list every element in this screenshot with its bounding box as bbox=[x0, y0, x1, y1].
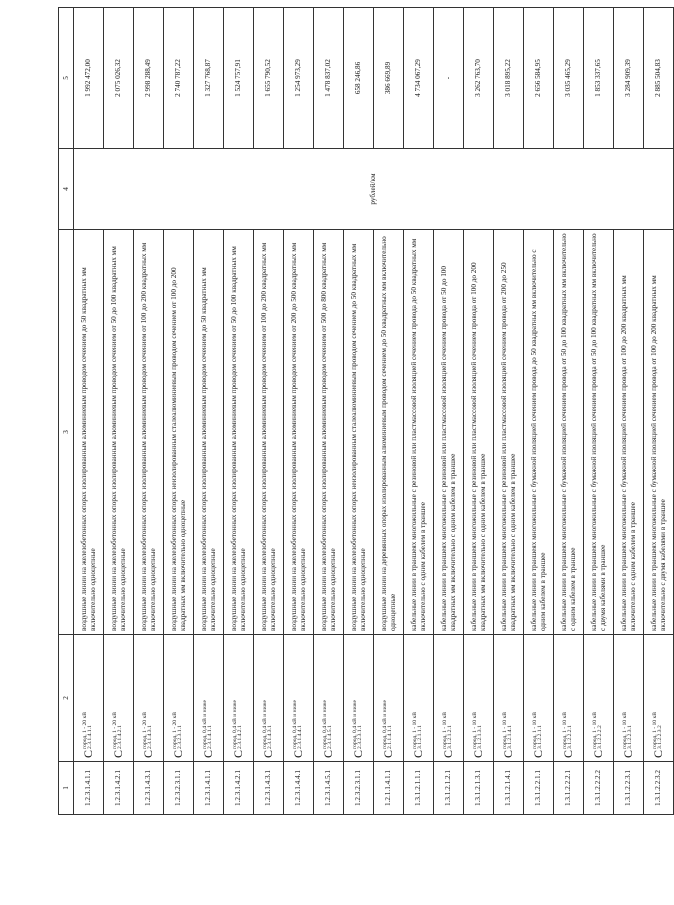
formula-c-letter: C bbox=[471, 749, 486, 758]
table-row bbox=[554, 8, 584, 815]
formula-superscript: город, 1 - 10 кВ bbox=[621, 712, 628, 749]
value-text: 2 998 288,49 bbox=[144, 59, 153, 97]
formula-subscript: 3.1.2.2.3.1 bbox=[627, 725, 634, 749]
formula-subscript: 2.3.1.4.3.1 bbox=[147, 725, 154, 749]
rate-formula bbox=[374, 635, 404, 762]
formula-superscript: город, 0,4 кВ и ниже bbox=[321, 700, 328, 749]
row-value bbox=[434, 8, 464, 149]
formula-symbol bbox=[202, 700, 214, 758]
row-value bbox=[494, 8, 524, 149]
value-text: 3 018 895,22 bbox=[504, 59, 513, 97]
row-description: воздушные линии на железобетонных опорах неизолированным сталеалюминиевым проводом сечением до 50 квадратных мм включительно одноцепные bbox=[344, 230, 374, 635]
value-text: 386 669,89 bbox=[384, 61, 393, 95]
formula-subscript: 3.1.2.1.4.1 bbox=[507, 725, 514, 749]
formula-superscript: город, 1 - 10 кВ bbox=[501, 712, 508, 749]
unit-cell: рублей/км bbox=[74, 149, 674, 230]
row-description: кабельные линии в траншеях многожильные с резиновой или пластмассовой изоляцией сечением провода от 100 до 200 квадратных мм включительно с одним кабелем в траншее bbox=[464, 230, 494, 635]
table-row bbox=[614, 8, 644, 815]
formula-subscript: 3.1.2.2.1.1 bbox=[537, 725, 544, 749]
formula-subscript: 3.1.2.2.3.2 bbox=[657, 725, 664, 749]
rate-formula bbox=[584, 635, 614, 762]
table-row bbox=[644, 8, 674, 815]
rate-formula bbox=[614, 635, 644, 762]
formula-c-letter: C bbox=[381, 749, 396, 758]
tariff-table-body bbox=[59, 8, 674, 815]
table-row bbox=[464, 8, 494, 815]
row-number: 1.2.3.1.4.2.1 bbox=[104, 762, 134, 815]
row-value bbox=[254, 8, 284, 149]
value-text: 1 524 757,91 bbox=[234, 59, 243, 97]
rate-formula bbox=[494, 635, 524, 762]
table-row bbox=[434, 8, 464, 815]
formula-c-letter: C bbox=[501, 749, 516, 758]
row-number: 1.2.3.1.4.1.1 bbox=[194, 762, 224, 815]
formula-c-letter: C bbox=[561, 749, 576, 758]
formula-superscript: город, 0,4 кВ и ниже bbox=[261, 700, 268, 749]
formula-symbol bbox=[532, 712, 544, 758]
formula-subscript: 2.3.2.3.1.1 bbox=[357, 725, 364, 749]
row-description: кабельные линии в траншеях многожильные с резиновой или пластмассовой изоляцией сечением провода от 50 до 100 квадратных мм включительно с одним кабелем в траншее bbox=[434, 230, 464, 635]
formula-c-letter: C bbox=[201, 749, 216, 758]
header-col-2: 2 bbox=[59, 635, 74, 762]
formula-subscript: 2.3.1.4.1.1 bbox=[207, 725, 214, 749]
row-number: 1.3.1.2.1.4.1 bbox=[494, 762, 524, 815]
formula-subscript: 2.1.1.4.1.1 bbox=[387, 725, 394, 749]
formula-symbol bbox=[622, 712, 634, 758]
value-text: 1 655 790,52 bbox=[264, 59, 273, 97]
row-description: кабельные линии в траншеях многожильные с резиновой или пластмассовой изоляцией сечением провода от 200 до 250 квадратных мм включительно с одним кабелем в траншее bbox=[494, 230, 524, 635]
row-number: 1.3.1.2.2.2.2 bbox=[584, 762, 614, 815]
row-value bbox=[164, 8, 194, 149]
formula-symbol bbox=[352, 700, 364, 758]
value-text: 1 254 973,29 bbox=[294, 59, 303, 97]
row-description: кабельные линии в траншеях многожильные с бумажной изоляцией сечением провода от 100 до 200 квадратных мм включительно с двумя кабелями в траншее bbox=[644, 230, 674, 635]
table-row bbox=[314, 8, 344, 815]
formula-symbol bbox=[652, 712, 664, 758]
formula-subscript: 2.3.1.4.1.1 bbox=[87, 725, 94, 749]
formula-c-letter: C bbox=[171, 749, 186, 758]
row-number: 1.2.3.1.4.2.1 bbox=[224, 762, 254, 815]
header-col-4: 4 bbox=[59, 149, 74, 230]
formula-subscript: 3.1.2.1.2.1 bbox=[447, 725, 454, 749]
row-description: воздушные линии на железобетонных опорах изолированным алюминиевым проводом сечением до 50 квадратных мм включительно одноцепные bbox=[74, 230, 104, 635]
formula-superscript: город, 0,4 кВ и ниже bbox=[291, 700, 298, 749]
row-number: 1.2.3.1.4.5.1 bbox=[314, 762, 344, 815]
formula-subscript: 3.1.2.1.1.1 bbox=[417, 725, 424, 749]
formula-indices bbox=[443, 712, 455, 749]
formula-superscript: город, 1 - 10 кВ bbox=[441, 712, 448, 749]
row-number: 1.3.1.2.2.3.2 bbox=[644, 762, 674, 815]
formula-c-letter: C bbox=[291, 749, 306, 758]
formula-symbol bbox=[592, 712, 604, 758]
row-value bbox=[374, 8, 404, 149]
formula-c-letter: C bbox=[261, 749, 276, 758]
formula-c-letter: C bbox=[141, 749, 156, 758]
row-description: воздушные линии на железобетонных опорах изолированным алюминиевым проводом сечением от 50 до 100 квадратных мм включительно одноцепные bbox=[104, 230, 134, 635]
formula-subscript: 2.3.1.4.2.1 bbox=[117, 725, 124, 749]
row-description: кабельные линии в траншеях многожильные с бумажной изоляцией сечением провода от 50 до 100 квадратных мм включительно с одним кабелем в траншее bbox=[554, 230, 584, 635]
formula-indices bbox=[293, 700, 305, 749]
formula-superscript: город, 1 - 10 кВ bbox=[651, 712, 658, 749]
row-description: кабельные линии в траншеях многожильные с резиновой или пластмассовой изоляцией сечением провода до 50 квадратных мм включительно с одним кабелем в траншее bbox=[404, 230, 434, 635]
formula-symbol bbox=[562, 712, 574, 758]
formula-superscript: город, 1 - 10 кВ bbox=[561, 712, 568, 749]
row-value bbox=[74, 8, 104, 149]
header-row bbox=[59, 8, 74, 815]
rate-formula bbox=[164, 635, 194, 762]
table-row bbox=[584, 8, 614, 815]
value-text: 3 035 465,29 bbox=[564, 59, 573, 97]
rate-formula bbox=[434, 635, 464, 762]
formula-symbol bbox=[322, 700, 334, 758]
row-number: 1.3.1.2.1.3.1 bbox=[464, 762, 494, 815]
row-number: 1.3.1.2.2.2.1 bbox=[554, 762, 584, 815]
row-description: воздушные линии на железобетонных опорах изолированным алюминиевым проводом сечением от 200 до 500 квадратных мм включительно одноцепные bbox=[284, 230, 314, 635]
row-description: воздушные линии на железобетонных опорах изолированным алюминиевым проводом сечением до 50 квадратных мм включительно одноцепные bbox=[194, 230, 224, 635]
table-row bbox=[134, 8, 164, 815]
row-description: кабельные линии в траншеях многожильные с бумажной изоляцией сечением провода от 100 до 200 квадратных мм включительно с одним кабелем в траншее bbox=[614, 230, 644, 635]
formula-indices bbox=[143, 712, 155, 749]
value-text: 1 992 472,00 bbox=[84, 59, 93, 97]
row-number: 1.2.3.2.3.1.1 bbox=[344, 762, 374, 815]
formula-c-letter: C bbox=[651, 749, 666, 758]
rate-formula bbox=[194, 635, 224, 762]
row-value bbox=[614, 8, 644, 149]
row-number: 1.2.3.1.4.4.1 bbox=[284, 762, 314, 815]
formula-symbol bbox=[112, 712, 124, 758]
row-description: воздушные линии на железобетонных опорах изолированным алюминиевым проводом сечением от 100 до 200 квадратных мм включительно одноцепные bbox=[134, 230, 164, 635]
value-text: 2 075 026,32 bbox=[114, 59, 123, 97]
row-value bbox=[134, 8, 164, 149]
formula-indices bbox=[323, 700, 335, 749]
row-description: воздушные линии на деревянных опорах изолированным алюминиевым проводом сечением до 50 квадратных мм включительно одноцепные bbox=[374, 230, 404, 635]
row-number: 1.2.1.1.4.1.1 bbox=[374, 762, 404, 815]
formula-indices bbox=[263, 700, 275, 749]
row-number: 1.2.3.1.4.1.1 bbox=[74, 762, 104, 815]
formula-superscript: город, 1 - 10 кВ bbox=[531, 712, 538, 749]
formula-subscript: 3.1.2.2.2.2 bbox=[597, 725, 604, 749]
formula-indices bbox=[533, 712, 545, 749]
formula-superscript: город, 1 - 10 кВ bbox=[471, 712, 478, 749]
formula-symbol bbox=[412, 712, 424, 758]
value-text: 3 262 763,70 bbox=[474, 59, 483, 97]
formula-c-letter: C bbox=[351, 749, 366, 758]
row-description: кабельные линии в траншеях многожильные с бумажной изоляцией сечением провода до 50 квадратных мм включительно с одним кабелем в траншее bbox=[524, 230, 554, 635]
rate-formula bbox=[284, 635, 314, 762]
formula-superscript: город, 1 - 20 кВ bbox=[171, 712, 178, 749]
formula-superscript: город, 0,4 кВ и ниже bbox=[201, 700, 208, 749]
formula-superscript: город, 1 - 20 кВ bbox=[141, 712, 148, 749]
formula-superscript: город, 1 - 10 кВ bbox=[411, 712, 418, 749]
row-value bbox=[584, 8, 614, 149]
value-text: 2 885 504,83 bbox=[654, 59, 663, 97]
formula-superscript: город, 0,4 кВ и ниже bbox=[381, 700, 388, 749]
row-value bbox=[464, 8, 494, 149]
table-row bbox=[74, 8, 104, 815]
formula-symbol bbox=[472, 712, 484, 758]
header-col-3: 3 bbox=[59, 230, 74, 635]
formula-c-letter: C bbox=[621, 749, 636, 758]
rate-formula bbox=[314, 635, 344, 762]
row-value bbox=[524, 8, 554, 149]
formula-indices bbox=[83, 712, 95, 749]
formula-subscript: 3.1.2.1.3.1 bbox=[477, 725, 484, 749]
formula-subscript: 2.3.1.4.4.1 bbox=[297, 725, 304, 749]
rate-formula bbox=[464, 635, 494, 762]
formula-symbol bbox=[232, 700, 244, 758]
formula-indices bbox=[623, 712, 635, 749]
row-value bbox=[194, 8, 224, 149]
formula-symbol bbox=[262, 700, 274, 758]
row-value bbox=[644, 8, 674, 149]
table-row bbox=[524, 8, 554, 815]
row-value bbox=[224, 8, 254, 149]
table-row bbox=[104, 8, 134, 815]
tariff-table bbox=[58, 7, 674, 815]
row-description: воздушные линии на железобетонных опорах изолированным алюминиевым проводом сечением от 100 до 200 квадратных мм включительно одноцепные bbox=[254, 230, 284, 635]
rate-formula bbox=[344, 635, 374, 762]
row-number: 1.3.1.2.1.1.1 bbox=[404, 762, 434, 815]
table-row bbox=[164, 8, 194, 815]
formula-superscript: город, 1 - 20 кВ bbox=[81, 712, 88, 749]
table-row bbox=[194, 8, 224, 815]
header-col-1: 1 bbox=[59, 762, 74, 815]
formula-subscript: 2.3.2.3.1.1 bbox=[177, 725, 184, 749]
formula-indices bbox=[383, 700, 395, 749]
formula-superscript: город, 1 - 10 кВ bbox=[591, 712, 598, 749]
formula-symbol bbox=[172, 712, 184, 758]
rate-formula bbox=[524, 635, 554, 762]
value-text: 1 478 837,02 bbox=[324, 59, 333, 97]
formula-c-letter: C bbox=[231, 749, 246, 758]
formula-superscript: город, 0,4 кВ и ниже bbox=[351, 700, 358, 749]
rate-formula bbox=[644, 635, 674, 762]
formula-indices bbox=[173, 712, 185, 749]
row-number: 1.2.3.1.4.3.1 bbox=[254, 762, 284, 815]
formula-c-letter: C bbox=[111, 749, 126, 758]
table-row bbox=[344, 8, 374, 815]
row-value bbox=[554, 8, 584, 149]
formula-indices bbox=[473, 712, 485, 749]
rate-formula bbox=[254, 635, 284, 762]
value-text: - bbox=[444, 76, 453, 80]
row-number: 1.3.1.2.2.1.1 bbox=[524, 762, 554, 815]
formula-c-letter: C bbox=[321, 749, 336, 758]
formula-symbol bbox=[442, 712, 454, 758]
formula-superscript: город, 1 - 20 кВ bbox=[111, 712, 118, 749]
table-row bbox=[284, 8, 314, 815]
formula-subscript: 2.3.1.4.5.1 bbox=[327, 725, 334, 749]
formula-symbol bbox=[502, 712, 514, 758]
row-number: 1.2.3.1.4.3.1 bbox=[134, 762, 164, 815]
formula-c-letter: C bbox=[441, 749, 456, 758]
table-row bbox=[374, 8, 404, 815]
formula-indices bbox=[503, 712, 515, 749]
table-row bbox=[224, 8, 254, 815]
row-description: кабельные линии в траншеях многожильные с бумажной изоляцией сечением провода от 50 до 100 квадратных мм включительно с двумя кабелями в траншее bbox=[584, 230, 614, 635]
row-description: воздушные линии на железобетонных опорах неизолированным сталеалюминиевым проводом сечением от 100 до 200 квадратных мм включительно одноцепные bbox=[164, 230, 194, 635]
formula-indices bbox=[233, 700, 245, 749]
formula-c-letter: C bbox=[81, 749, 96, 758]
value-text: 3 284 909,39 bbox=[624, 59, 633, 97]
row-value bbox=[314, 8, 344, 149]
rate-formula bbox=[224, 635, 254, 762]
row-number: 1.3.1.2.2.3.1 bbox=[614, 762, 644, 815]
formula-indices bbox=[203, 700, 215, 749]
table-row bbox=[404, 8, 434, 815]
value-text: 2 740 787,22 bbox=[174, 59, 183, 97]
rate-formula bbox=[74, 635, 104, 762]
formula-indices bbox=[593, 712, 605, 749]
value-text: 1 853 337,65 bbox=[594, 59, 603, 97]
formula-subscript: 3.1.2.2.2.1 bbox=[567, 725, 574, 749]
rate-formula bbox=[404, 635, 434, 762]
formula-c-letter: C bbox=[591, 749, 606, 758]
row-number: 1.3.1.2.1.2.1 bbox=[434, 762, 464, 815]
table-row bbox=[254, 8, 284, 815]
value-text: 1 327 768,87 bbox=[204, 59, 213, 97]
formula-indices bbox=[353, 700, 365, 749]
value-text: 4 734 067,29 bbox=[414, 59, 423, 97]
formula-subscript: 2.3.1.4.3.1 bbox=[267, 725, 274, 749]
formula-symbol bbox=[382, 700, 394, 758]
table-row bbox=[494, 8, 524, 815]
formula-indices bbox=[563, 712, 575, 749]
row-description: воздушные линии на железобетонных опорах изолированным алюминиевым проводом сечением от 50 до 100 квадратных мм включительно одноцепные bbox=[224, 230, 254, 635]
rate-formula bbox=[134, 635, 164, 762]
rate-formula bbox=[554, 635, 584, 762]
formula-c-letter: C bbox=[411, 749, 426, 758]
formula-indices bbox=[653, 712, 665, 749]
row-description: воздушные линии на железобетонных опорах изолированным алюминиевым проводом сечением от 500 до 800 квадратных мм включительно одноцепные bbox=[314, 230, 344, 635]
formula-symbol bbox=[82, 712, 94, 758]
value-text: 658 246,86 bbox=[354, 61, 363, 95]
row-value bbox=[404, 8, 434, 149]
header-col-5: 5 bbox=[59, 8, 74, 149]
row-number: 1.2.3.2.3.1.1 bbox=[164, 762, 194, 815]
formula-symbol bbox=[142, 712, 154, 758]
formula-indices bbox=[413, 712, 425, 749]
row-value bbox=[344, 8, 374, 149]
formula-subscript: 2.3.1.4.2.1 bbox=[237, 725, 244, 749]
formula-indices bbox=[113, 712, 125, 749]
value-text: 2 656 584,95 bbox=[534, 59, 543, 97]
rate-formula bbox=[104, 635, 134, 762]
formula-symbol bbox=[292, 700, 304, 758]
row-value bbox=[104, 8, 134, 149]
formula-c-letter: C bbox=[531, 749, 546, 758]
formula-superscript: город, 0,4 кВ и ниже bbox=[231, 700, 238, 749]
row-value bbox=[284, 8, 314, 149]
